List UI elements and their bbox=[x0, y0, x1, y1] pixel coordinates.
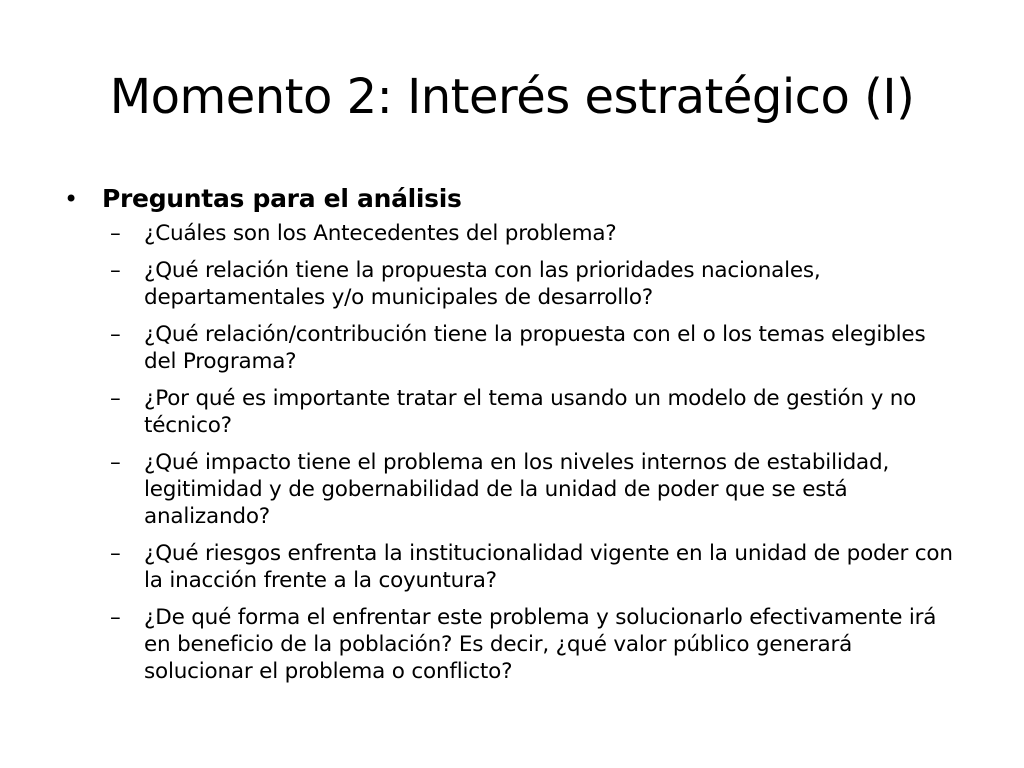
question-item bbox=[58, 540, 964, 594]
dash-icon: – bbox=[110, 605, 121, 630]
dash-icon: – bbox=[110, 450, 121, 475]
bullet-heading bbox=[58, 180, 978, 218]
slide-title: Momento 2: Interés estratégico (I) bbox=[109, 69, 915, 125]
question-text: ¿Cuáles son los Antecedentes del problema? bbox=[144, 221, 617, 246]
question-text: ¿Qué impacto tiene el problema en los niveles internos de estabilidad, legitimidad y de gobernabilidad de la unidad de poder que se está analizando? bbox=[144, 450, 890, 529]
question-text: ¿Qué relación/contribución tiene la propuesta con el o los temas elegibles del Programa? bbox=[144, 322, 926, 374]
question-text: ¿Qué relación tiene la propuesta con las prioridades nacionales, departamentales y/o municipales de desarrollo? bbox=[144, 258, 821, 310]
question-item bbox=[58, 604, 964, 685]
question-item bbox=[58, 257, 964, 311]
dash-icon: – bbox=[110, 322, 121, 347]
question-item bbox=[58, 385, 964, 439]
question-item bbox=[58, 321, 964, 375]
dash-icon: – bbox=[110, 386, 121, 411]
slide-content bbox=[58, 180, 978, 695]
dash-icon: – bbox=[110, 258, 121, 283]
question-item bbox=[58, 220, 964, 247]
bullet-icon: • bbox=[64, 185, 78, 213]
dash-icon: – bbox=[110, 541, 121, 566]
heading-text: Preguntas para el análisis bbox=[102, 184, 462, 213]
question-item bbox=[58, 449, 964, 530]
dash-icon: – bbox=[110, 221, 121, 246]
question-text: ¿Por qué es importante tratar el tema usando un modelo de gestión y no técnico? bbox=[144, 386, 917, 438]
question-list bbox=[58, 220, 978, 685]
question-text: ¿De qué forma el enfrentar este problema y solucionarlo efectivamente irá en beneficio de la población? Es decir, ¿qué valor público generará solucionar el problema o conflicto? bbox=[144, 605, 937, 684]
question-text: ¿Qué riesgos enfrenta la institucionalidad vigente en la unidad de poder con la inacción frente a la coyuntura? bbox=[144, 541, 953, 593]
